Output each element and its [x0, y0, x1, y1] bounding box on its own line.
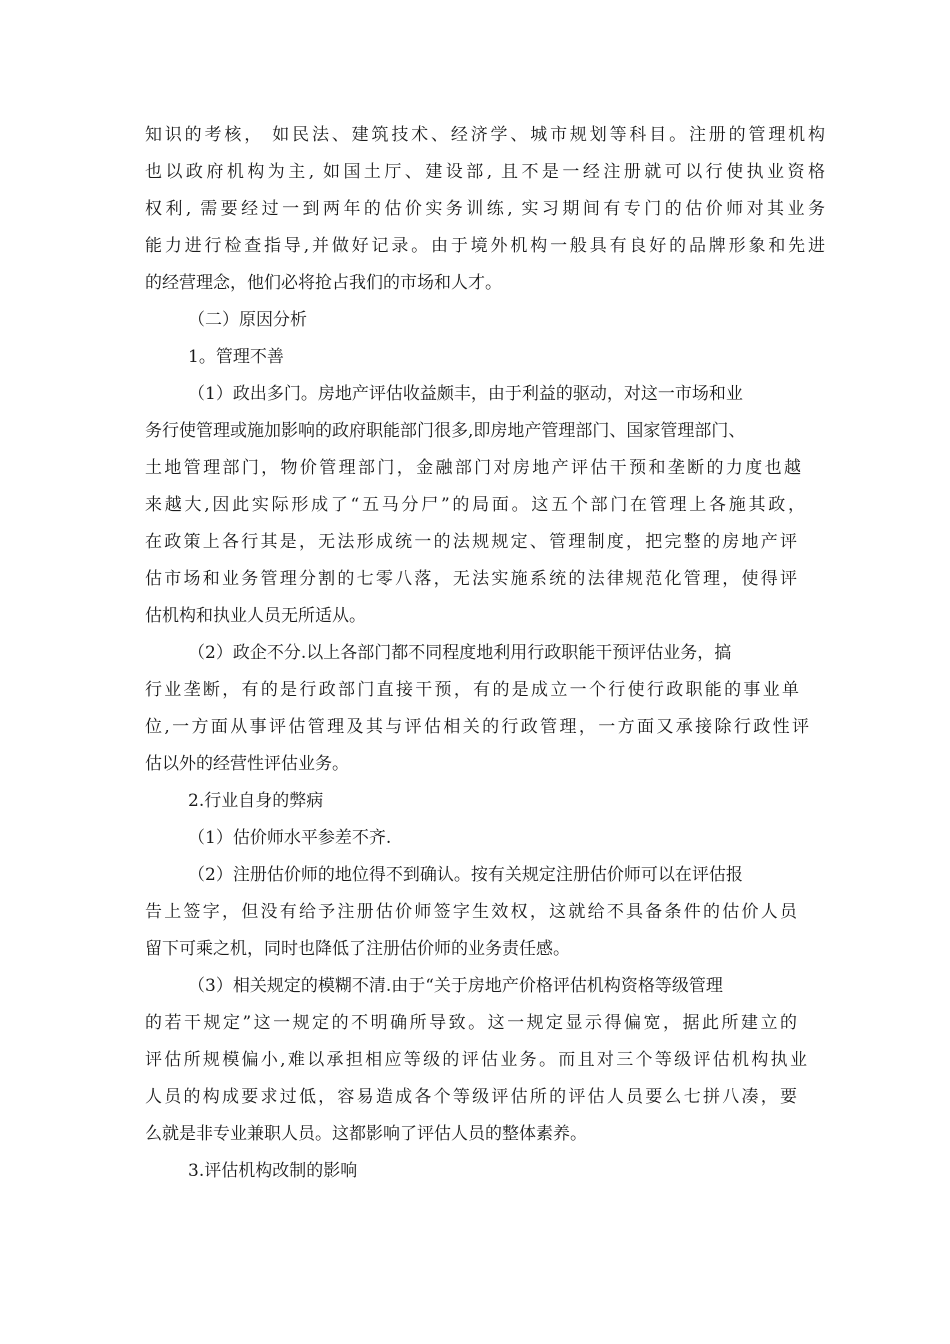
paragraph-line: 估以外的经营性评估业务。 — [145, 754, 349, 774]
paragraph-line: 么就是非专业兼职人员。这都影响了评估人员的整体素养。 — [145, 1124, 587, 1144]
paragraph-line: 的经营理念，他们必将抢占我们的市场和人才。 — [145, 273, 502, 293]
subsection-heading: 1。管理不善 — [188, 347, 284, 367]
subsection-heading: 2.行业自身的弊病 — [188, 791, 324, 811]
paragraph-line: 估机构和执业人员无所适从。 — [145, 606, 366, 626]
paragraph-line: 知识的考核， 如民法、建筑技术、经济学、城市规划等科目。注册的管理机构 — [145, 125, 825, 145]
paragraph-line: （2）注册估价师的地位得不到确认。按有关规定注册估价师可以在评估报 — [188, 865, 743, 885]
paragraph-line: 行业垄断，有的是行政部门直接干预，有的是成立一个行使行政职能的事业单 — [145, 680, 799, 700]
paragraph-line: 估市场和业务管理分割的七零八落，无法实施系统的法律规范化管理，使得评 — [145, 569, 797, 589]
paragraph-line: （1）政出多门。房地产评估收益颇丰，由于利益的驱动，对这一市场和业 — [188, 384, 743, 404]
paragraph-line: 能力进行检查指导,并做好记录。由于境外机构一般具有良好的品牌形象和先进 — [145, 236, 825, 256]
paragraph-line: 告上签字，但没有给予注册估价师签字生效权，这就给不具备条件的估价人员 — [145, 902, 797, 922]
paragraph-line: （2）政企不分.以上各部门都不同程度地利用行政职能干预评估业务，搞 — [188, 643, 732, 663]
paragraph-line: 在政策上各行其是，无法形成统一的法规规定、管理制度，把完整的房地产评 — [145, 532, 797, 552]
paragraph-line: 评估所规模偏小,难以承担相应等级的评估业务。而且对三个等级评估机构执业 — [145, 1050, 807, 1070]
paragraph-line: 土地管理部门，物价管理部门，金融部门对房地产评估干预和垄断的力度也越 — [145, 458, 801, 478]
paragraph-line: （1）估价师水平参差不齐. — [188, 828, 392, 848]
paragraph-line: 的若干规定”这一规定的不明确所导致。这一规定显示得偏宽，据此所建立的 — [145, 1013, 797, 1033]
paragraph-line: 人员的构成要求过低，容易造成各个等级评估所的评估人员要么七拼八凑，要 — [145, 1087, 797, 1107]
paragraph-line: 来越大,因此实际形成了“五马分尸”的局面。这五个部门在管理上各施其政， — [145, 495, 805, 515]
subsection-heading: 3.评估机构改制的影响 — [188, 1161, 358, 1181]
paragraph-line: 权利, 需要经过一到两年的估价实务训练, 实习期间有专门的估价师对其业务 — [145, 199, 825, 219]
section-heading: （二）原因分析 — [188, 310, 307, 330]
paragraph-line: 位,一方面从事评估管理及其与评估相关的行政管理，一方面又承接除行政性评 — [145, 717, 809, 737]
paragraph-line: 也以政府机构为主, 如国土厅、建设部, 且不是一经注册就可以行使执业资格 — [145, 162, 825, 182]
paragraph-line: 务行使管理或施加影响的政府职能部门很多,即房地产管理部门、国家管理部门、 — [145, 421, 746, 441]
paragraph-line: （3）相关规定的模糊不清.由于“关于房地产价格评估机构资格等级管理 — [188, 976, 723, 996]
paragraph-line: 留下可乘之机，同时也降低了注册估价师的业务责任感。 — [145, 939, 570, 959]
